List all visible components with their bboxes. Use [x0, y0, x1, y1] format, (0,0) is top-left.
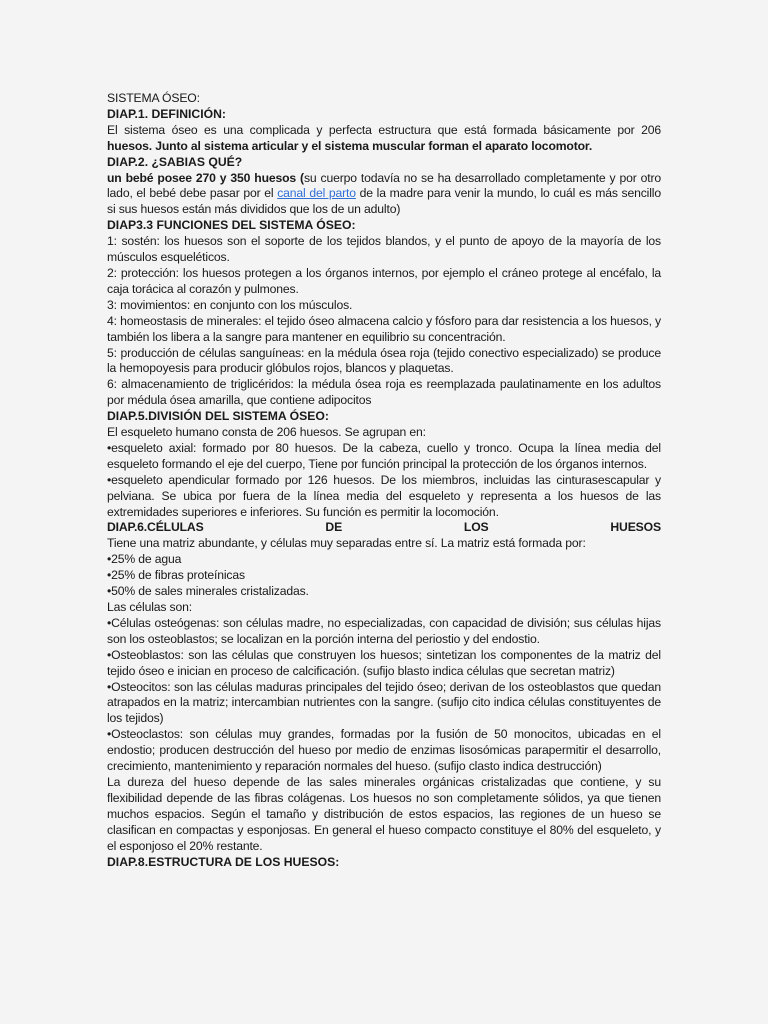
- funcion-item: 1: sostén: los huesos son el soporte de los tejidos blandos, y el punto de apoyo de la mayoría de los músculos esqueléticos.: [107, 234, 661, 265]
- definicion-bold-text: huesos. Junto al sistema articular y el sistema muscular forman el aparato locomotor.: [107, 138, 593, 153]
- document-body: [107, 91, 661, 870]
- celulas-item: •Células osteógenas: son células madre, no especializadas, con capacidad de división; sus células hijas son los osteoblastos; se localizan en la porción interna del periostio y del endostio.: [107, 615, 661, 646]
- celulas-item: •Osteoblastos: son las células que construyen los huesos; sintetizan los componentes de la matriz del tejido óseo e inician en proceso de calcificación. (sufijo blasto indica células que secretan matriz): [107, 647, 661, 678]
- sabias-text: su cuerpo todavía no se ha desarrollado completamente y por otro lado, el bebé debe pasar por el: [107, 170, 662, 201]
- funcion-item: 5: producción de células sanguíneas: en la médula ósea roja (tejido conectivo especializado) se produce la hemopoyesis para producir glóbulos rojos, blancos y plaquetas.: [107, 345, 661, 376]
- funcion-item: 4: homeostasis de minerales: el tejido óseo almacena calcio y fósforo para dar resistencia a los huesos, y también los libera a la sangre para mantener en equilibrio su concentración.: [107, 313, 661, 344]
- funcion-item: 3: movimientos: en conjunto con los músculos.: [107, 297, 353, 312]
- division-item: •esqueleto apendicular formado por 126 huesos. De los miembros, incluidas las cinturasescapular y pelviana. Se ubica por fuera de la línea media del esqueleto y representa a los huesos de las extremidades superiores e inferiores. Su función es permitir la locomoción.: [107, 472, 661, 519]
- funcion-item: 6: almacenamiento de triglicéridos: la médula ósea roja es reemplazada paulatinamente en los adultos por médula ósea amarilla, que contiene adipocitos: [107, 377, 661, 408]
- celulas-item: •25% de fibras proteínicas: [107, 568, 245, 583]
- celulas-item: •50% de sales minerales cristalizadas.: [107, 584, 309, 599]
- section-heading-estructura: DIAP.8.ESTRUCTURA DE LOS HUESOS:: [107, 854, 340, 869]
- celulas-item: •Osteoclastos: son células muy grandes, formadas por la fusión de 50 monocitos, ubicadas en el endostio; producen destrucción del hueso por medio de enzimas lisosómicas parapermitir el desarrollo, crecimiento, mantenimiento y reparación normales del hueso. (sufijo clasto indica destrucción): [107, 727, 661, 774]
- celulas-item: •Osteocitos: son las células maduras principales del tejido óseo; derivan de los osteoblastos que quedan atrapados en la matriz; intercambian nutrientes con la sangre. (sufijo cito indica células constituyentes de los tejidos): [107, 679, 661, 726]
- heading-word: HUESOS: [610, 520, 661, 535]
- paragraph-sabias-que: [107, 171, 661, 219]
- section-heading-celulas: [107, 520, 661, 536]
- funcion-item: 2: protección: los huesos protegen a los órganos internos, por ejemplo el cráneo protege al encéfalo, la caja torácica al corazón y pulmones.: [107, 265, 661, 296]
- celulas-item: Las células son:: [107, 600, 192, 614]
- celulas-item: La dureza del hueso depende de las sales minerales orgánicas cristalizadas que contiene, y su flexibilidad depende de las fibras colágenas. Los huesos no son completamente sólidos, ya que tienen muchos espacios. Según el tamaño y distribución de estos espacios, las regiones de un hueso se clasifican en compactas y esponjosas. En general el hueso compacto constituye el 80% del esqueleto, y el esponjoso el 20% restante.: [107, 774, 661, 853]
- canal-del-parto-link[interactable]: canal del parto: [277, 186, 356, 201]
- section-heading-division: DIAP.5.DIVISIÓN DEL SISTEMA ÓSEO:: [107, 409, 329, 424]
- division-item: El esqueleto humano consta de 206 huesos. Se agrupan en:: [107, 425, 426, 440]
- celulas-item: •25% de agua: [107, 552, 182, 567]
- section-heading-sabias-que: DIAP.2. ¿SABIAS QUÉ?: [107, 154, 243, 169]
- definicion-text: El sistema óseo es una complicada y perfecta estructura que está formada básicamente por 206: [107, 122, 661, 137]
- heading-word: DE: [325, 520, 343, 535]
- division-item: •esqueleto axial: formado por 80 huesos. De la cabeza, cuello y tronco. Ocupa la línea media del esqueleto formando el eje del cuerpo, Tiene por función principal la protección de los órganos internos.: [107, 440, 661, 471]
- heading-word: LOS: [463, 520, 489, 535]
- heading-word: DIAP.6.CÉLULAS: [107, 520, 204, 535]
- paragraph-definicion: [107, 123, 661, 155]
- section-heading-funciones: DIAP3.3 FUNCIONES DEL SISTEMA ÓSEO:: [107, 218, 356, 233]
- sabias-text-end: de la madre para venir la mundo, lo cuál es más sencillo si sus huesos están más divididos que los de un adulto): [107, 186, 661, 217]
- document-title: SISTEMA ÓSEO:: [107, 91, 200, 105]
- celulas-item: Tiene una matriz abundante, y células muy separadas entre sí. La matriz está formada por:: [107, 536, 586, 551]
- sabias-bold-text: un bebé posee 270 y 350 huesos (: [107, 170, 304, 185]
- section-heading-definicion: DIAP.1. DEFINICIÓN:: [107, 106, 226, 121]
